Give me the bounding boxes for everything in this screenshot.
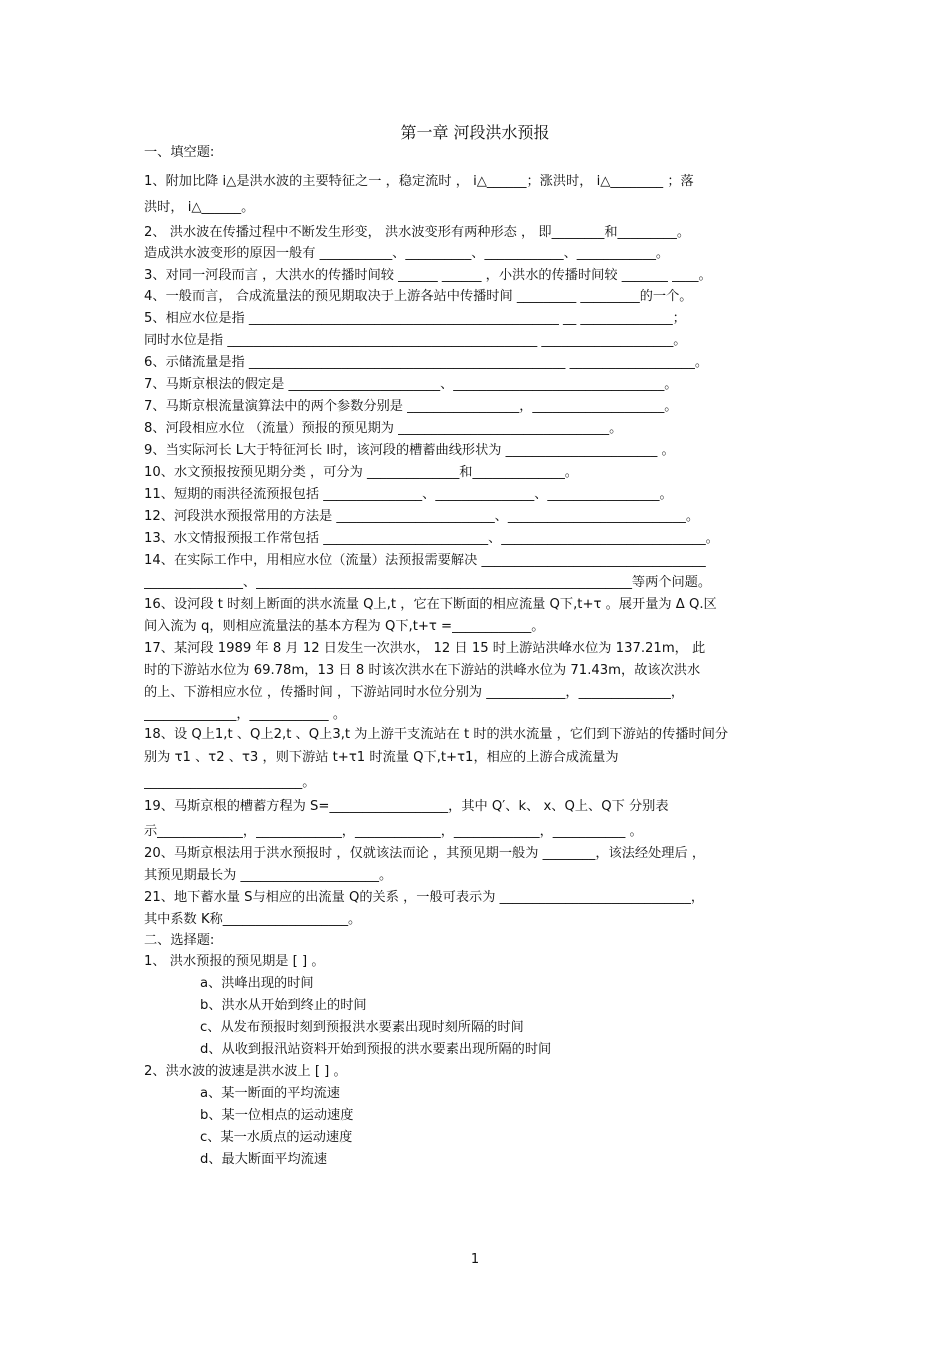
question-line: 洪时， i△______。 (144, 200, 255, 215)
choice-option: c、某一水质点的运动速度 (200, 1130, 353, 1145)
question-line: 10、水文预报按预见期分类 ，可分为 ______________和______________。 (144, 465, 578, 480)
question-line: 20、马斯京根法用于洪水预报时 ，仅就该法而论 ，其预见期一般为 ________，该法经处理后 ， (144, 846, 706, 861)
choice-option: c、从发布预报时刻到预报洪水要素出现时刻所隔的时间 (200, 1020, 524, 1035)
question-line: 17、某河段 1989 年 8 月 12 日发生一次洪水， 12 日 15 时上游站洪峰水位为 137.21m， 此 (144, 641, 706, 656)
choice-option: d、最大断面平均流速 (200, 1152, 328, 1167)
section-heading-choice: 二、选择题: (144, 933, 215, 948)
question-line: 示_____________，_____________，_____________，_____________，___________ 。 (144, 824, 643, 839)
question-line: 6、示储流量是指 ________________________________________________ ___________________。 (144, 355, 709, 370)
question-line: ______________，____________ 。 (144, 707, 347, 722)
question-line: 11、短期的雨洪径流预报包括 _______________、_______________、_________________。 (144, 487, 673, 502)
question-line: 造成洪水波变形的原因一般有 ___________、__________、____________、____________。 (144, 246, 670, 261)
question-line: 2、洪水波的波速是洪水波上 [ ] 。 (144, 1064, 347, 1079)
section-heading-fill-in: 一、填空题: (144, 145, 215, 160)
question-line: 12、河段洪水预报常用的方法是 ________________________、___________________________。 (144, 509, 700, 524)
question-line: 1、附加比降 i△是洪水波的主要特征之一 ，稳定流时 ， i△______；涨洪时， i△________ ；落 (144, 174, 694, 189)
question-line: 其中系数 K称___________________。 (144, 912, 362, 927)
page-number: 1 (470, 1252, 480, 1267)
question-line: 18、设 Q上1,t 、Q上2,t 、Q上3,t 为上游干支流站在 t 时的洪水流量 ，它们到下游站的传播时间分 (144, 727, 729, 742)
choice-option: a、某一断面的平均流速 (200, 1086, 340, 1101)
question-line: 19、马斯京根的槽蓄方程为 S=__________________，其中 Q′、k、 x、Q上、Q下 分别表 (144, 799, 669, 814)
question-line: 7、马斯京根流量演算法中的两个参数分别是 _________________，____________________。 (144, 399, 678, 414)
question-line: 1、 洪水预报的预见期是 [ ] 。 (144, 954, 325, 969)
question-line: 其预见期最长为 _____________________。 (144, 868, 393, 883)
question-line: 13、水文情报预报工作常包括 _________________________、_______________________________。 (144, 531, 719, 546)
question-line: 2、 洪水波在传播过程中不断发生形变， 洪水波变形有两种形态 ， 即________和_________。 (144, 225, 691, 240)
choice-option: b、洪水从开始到终止的时间 (200, 998, 367, 1013)
choice-option: a、洪峰出现的时间 (200, 976, 314, 991)
chapter-title: 第一章 河段洪水预报 (400, 123, 550, 142)
question-line: 间入流为 q，则相应流量法的基本方程为 Q下,t+τ =____________。 (144, 619, 545, 634)
question-line: 别为 τ1 、τ2 、τ3 ，则下游站 t+τ1 时流量 Q下,t+τ1，相应的上游合成流量为 (144, 750, 619, 765)
question-line: 同时水位是指 _______________________________________________ ____________________。 (144, 333, 687, 348)
question-line: 5、相应水位是指 _______________________________________________ __ ______________； (144, 311, 686, 326)
question-line: _______________、_________________________________________________________等两个问题。 (144, 575, 712, 590)
choice-option: b、某一位相点的运动速度 (200, 1108, 354, 1123)
choice-option: d、从收到报汛站资料开始到预报的洪水要素出现所隔的时间 (200, 1042, 552, 1057)
question-line: 7、马斯京根法的假定是 _______________________、________________________________。 (144, 377, 678, 392)
question-line: 4、一般而言， 合成流量法的预见期取决于上游各站中传播时间 _________ _________的一个。 (144, 289, 693, 304)
question-line: 14、在实际工作中，用相应水位（流量）法预报需要解决 __________________________________ (144, 553, 706, 568)
question-line: 16、设河段 t 时刻上断面的洪水流量 Q上,t ，它在下断面的相应流量 Q下,t+τ 。展开量为 Δ Q.区 (144, 597, 717, 612)
question-line: 9、当实际河长 L大于特征河长 l时，该河段的槽蓄曲线形状为 _______________________ 。 (144, 443, 675, 458)
question-line: 时的下游站水位为 69.78m，13 日 8 时该次洪水在下游站的洪峰水位为 71.43m，故该次洪水 (144, 663, 701, 678)
question-line: 8、河段相应水位 （流量）预报的预见期为 ________________________________。 (144, 421, 623, 436)
question-line: 3、对同一河段而言 ，大洪水的传播时间较 ______ ______ ，小洪水的传播时间较 _______ ____。 (144, 268, 712, 283)
question-line: 的上、下游相应水位 ，传播时间 ，下游站同时水位分别为 ____________，______________， (144, 685, 685, 700)
question-line: ________________________。 (144, 775, 316, 790)
question-line: 21、地下蓄水量 S与相应的出流量 Q的关系 ，一般可表示为 _____________________________， (144, 890, 705, 905)
